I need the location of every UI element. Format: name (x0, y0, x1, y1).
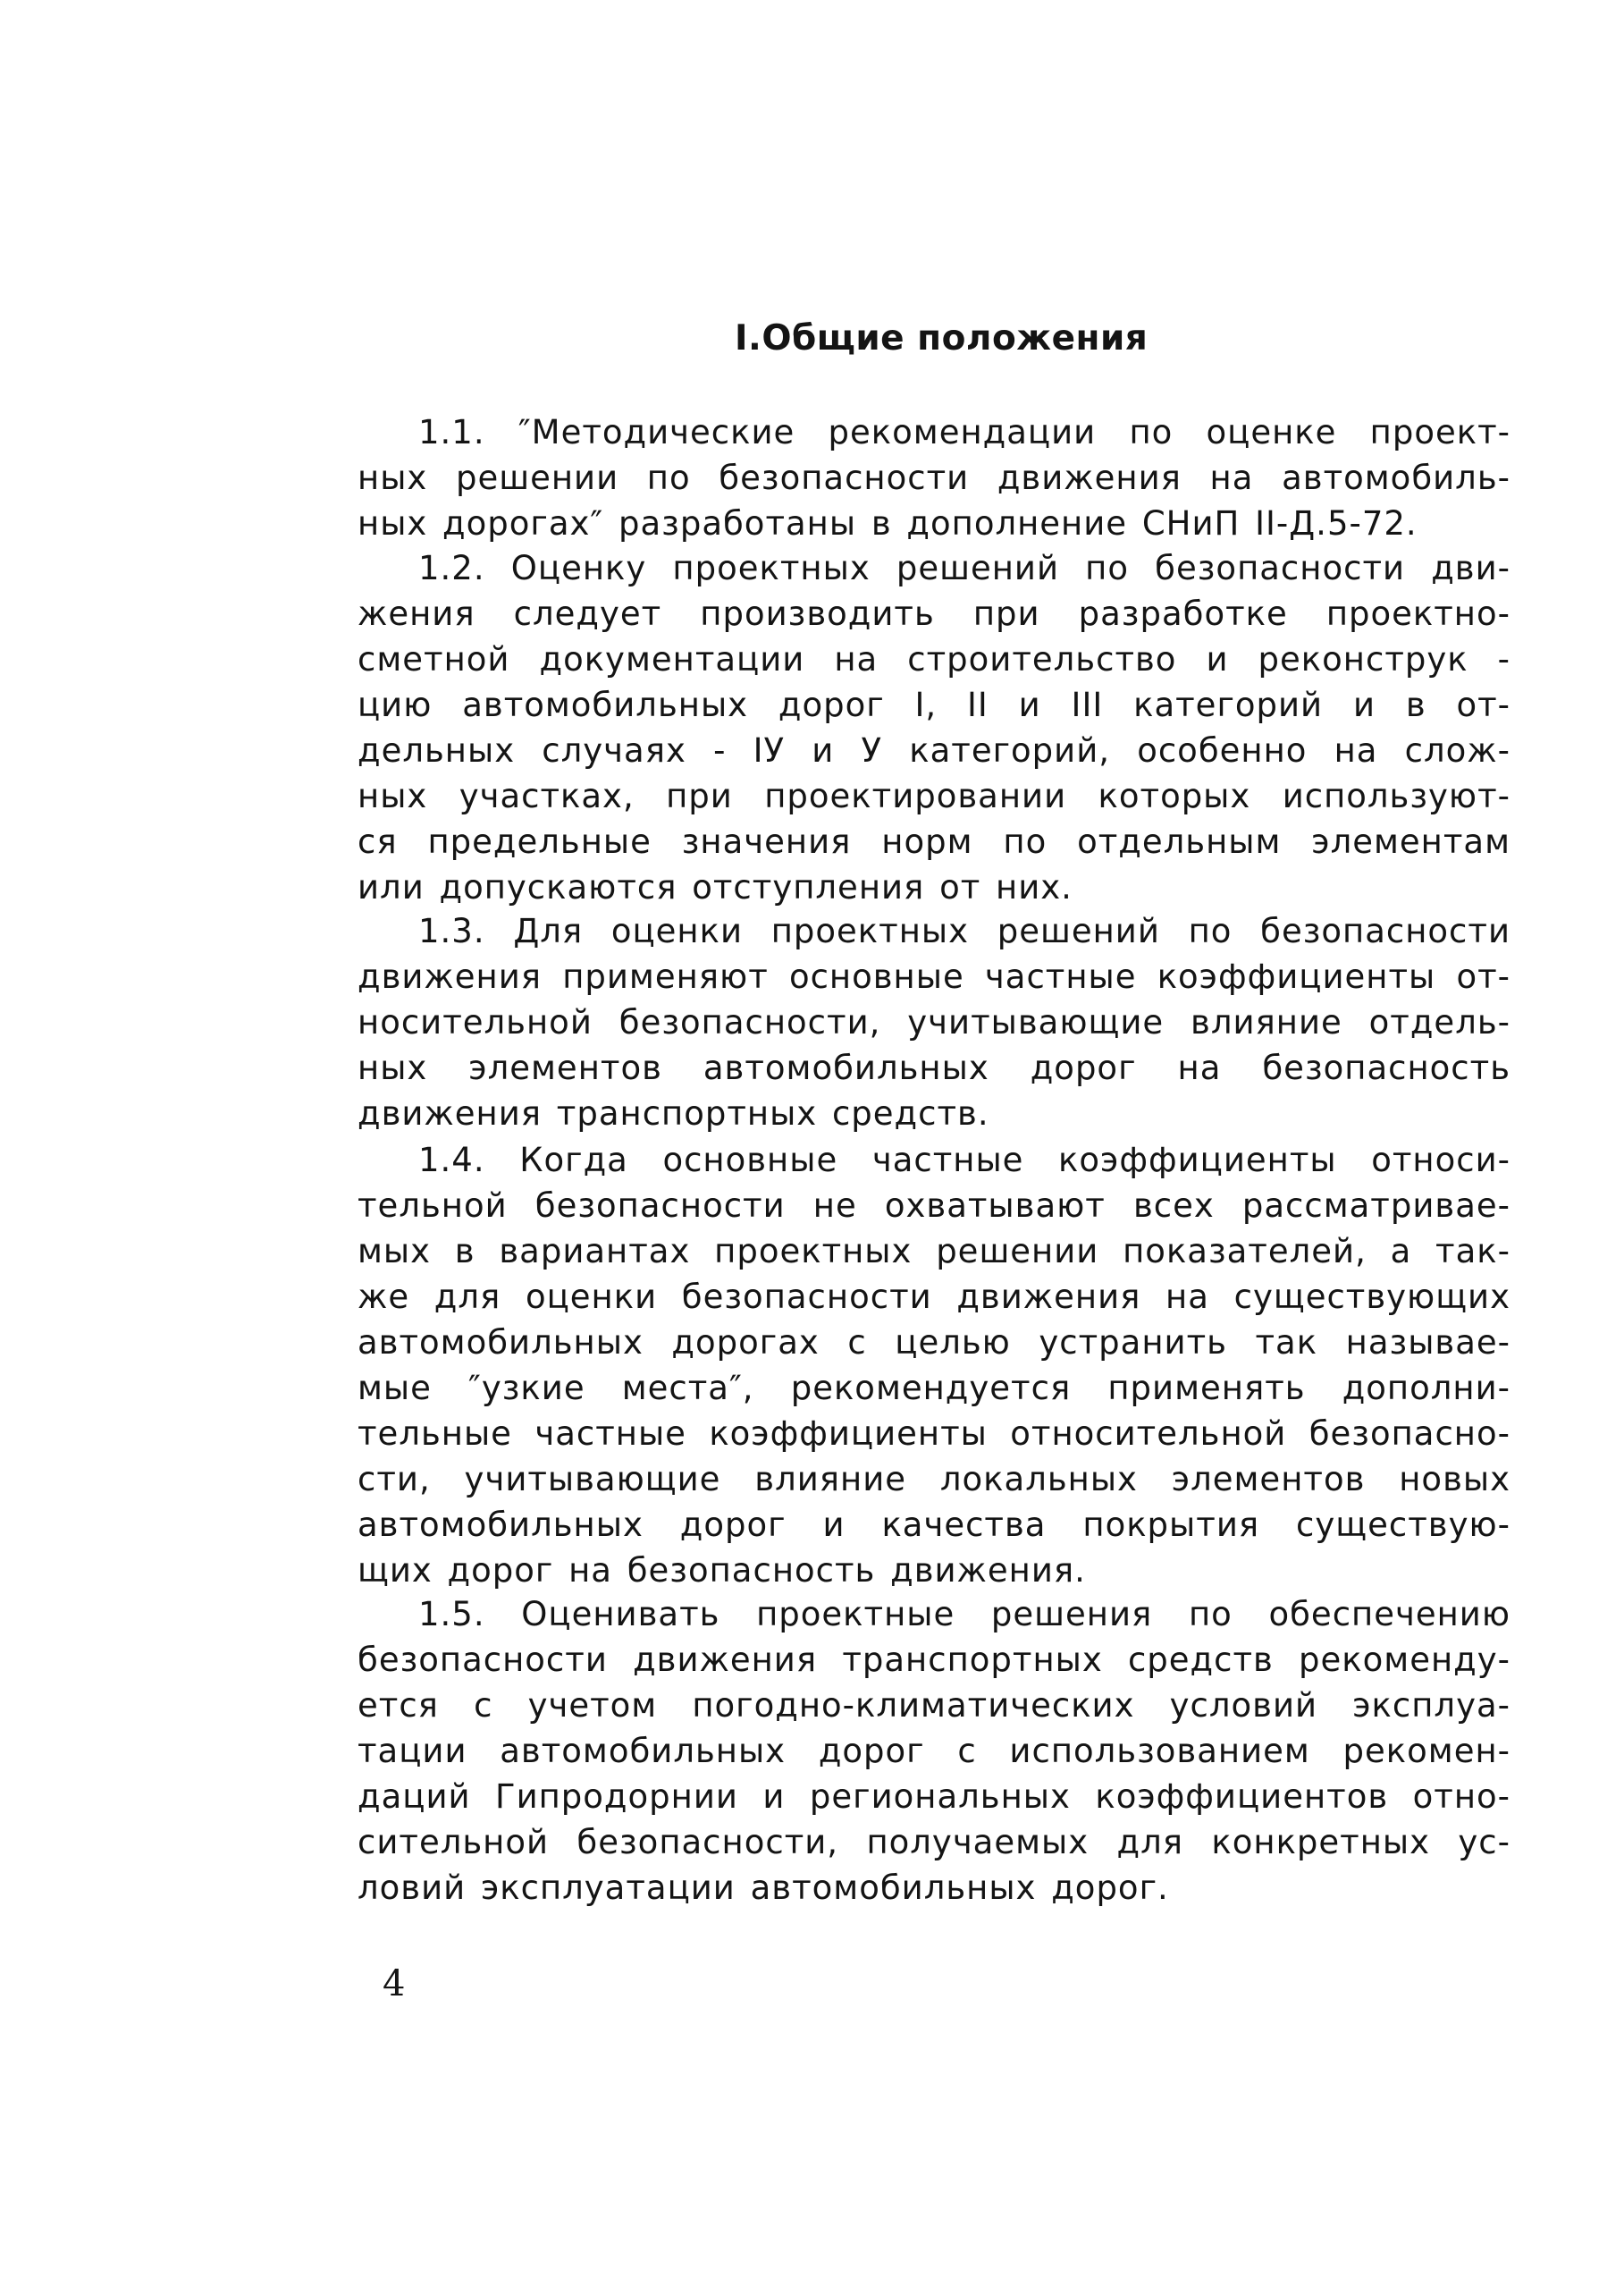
paragraph-line: мых в вариантах проектных решении показателей, а так- (358, 1232, 1510, 1270)
paragraph-line: тации автомобильных дорог с использованием рекомен- (358, 1732, 1510, 1770)
paragraph-line: движения применяют основные частные коэффициенты от- (358, 958, 1510, 996)
paragraph-1-2 (358, 545, 1510, 910)
paragraph-1-4 (358, 1137, 1510, 1593)
paragraph-line: ется с учетом погодно-климатических условий эксплуа- (358, 1686, 1510, 1725)
paragraph-line: мые ″узкие места″, рекомендуется применять дополни- (358, 1369, 1510, 1407)
paragraph-line: 1.2. Оценку проектных решений по безопасности дви- (418, 549, 1510, 587)
paragraph-line: ных дорогах″ разработаны в дополнение СНиП II-Д.5-72. (358, 504, 1418, 543)
paragraph-line: ных участках, при проектировании которых используют- (358, 777, 1510, 815)
paragraph-line: автомобильных дорог и качества покрытия существую- (358, 1506, 1510, 1544)
paragraph-line: же для оценки безопасности движения на существующих (358, 1278, 1510, 1316)
paragraph-line: ловий эксплуатации автомобильных дорог. (358, 1869, 1169, 1907)
paragraph-line: сметной документации на строительство и реконструк - (358, 640, 1510, 679)
paragraph-1-5 (358, 1591, 1510, 1911)
paragraph-line: даций Гипродорнии и региональных коэффициентов отно- (358, 1777, 1510, 1816)
paragraph-line: ся предельные значения норм по отдельным элементам (358, 823, 1510, 861)
paragraph-line: автомобильных дорогах с целью устранить так называе- (358, 1323, 1510, 1362)
paragraph-line: или допускаются отступления от них. (358, 868, 1073, 907)
paragraph-line: ных элементов автомобильных дорог на безопасность (358, 1049, 1510, 1087)
page-number: 4 (383, 1963, 406, 2004)
section-heading: I.Общие положения (735, 318, 1149, 359)
paragraph-line: 1.1. ″Методические рекомендации по оценке проект- (418, 413, 1510, 451)
paragraph-line: сти, учитывающие влияние локальных элементов новых (358, 1460, 1510, 1498)
paragraph-line: дельных случаях - IУ и У категорий, особенно на слож- (358, 731, 1510, 770)
paragraph-line: цию автомобильных дорог I, II и III категорий и в от- (358, 686, 1510, 724)
paragraph-line: 1.3. Для оценки проектных решений по безопасности (418, 912, 1510, 950)
paragraph-line: носительной безопасности, учитывающие влияние отдель- (358, 1003, 1510, 1042)
paragraph-line: ных решении по безопасности движения на автомобиль- (358, 459, 1510, 497)
paragraph-line: тельные частные коэффициенты относительной безопасно- (358, 1414, 1510, 1453)
paragraph-line: сительной безопасности, получаемых для конкретных ус- (358, 1823, 1510, 1861)
paragraph-line: 1.5. Оценивать проектные решения по обеспечению (418, 1595, 1510, 1633)
paragraph-1-1 (358, 409, 1510, 546)
paragraph-line: тельной безопасности не охватывают всех рассматривае- (358, 1186, 1510, 1225)
paragraph-line: жения следует производить при разработке проектно- (358, 595, 1510, 633)
paragraph-1-3 (358, 908, 1510, 1136)
paragraph-line: безопасности движения транспортных средств рекоменду- (358, 1641, 1510, 1679)
paragraph-line: щих дорог на безопасность движения. (358, 1551, 1086, 1590)
paragraph-line: 1.4. Когда основные частные коэффициенты относи- (418, 1141, 1510, 1179)
paragraph-line: движения транспортных средств. (358, 1094, 989, 1133)
